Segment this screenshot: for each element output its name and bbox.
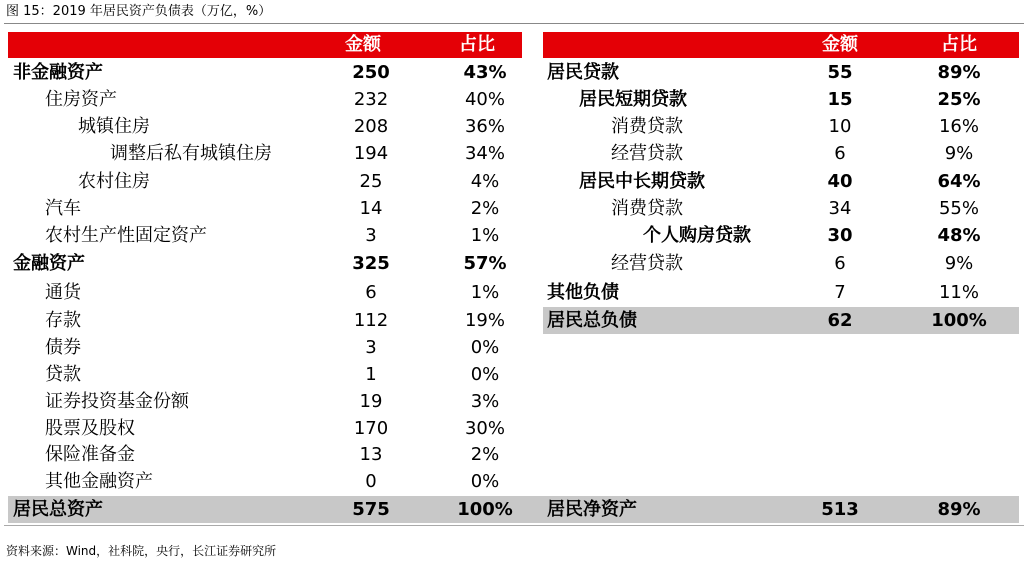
row-share: 64% bbox=[937, 171, 981, 192]
row-amount: 194 bbox=[353, 143, 389, 164]
table-row bbox=[8, 415, 522, 442]
row-share: 100% bbox=[931, 310, 987, 331]
row-label: 消费贷款 bbox=[611, 116, 683, 137]
table-row bbox=[8, 388, 522, 415]
row-label: 居民总资产 bbox=[13, 499, 103, 520]
table-row bbox=[543, 279, 1019, 306]
table-row bbox=[543, 195, 1019, 222]
row-share: 16% bbox=[938, 116, 979, 137]
row-label: 住房资产 bbox=[45, 89, 117, 110]
table-row bbox=[543, 86, 1019, 113]
table-row bbox=[8, 307, 522, 334]
row-share: 9% bbox=[944, 253, 974, 274]
row-share: 100% bbox=[457, 499, 513, 520]
row-amount: 10 bbox=[828, 116, 852, 137]
row-label: 经营贷款 bbox=[611, 253, 683, 274]
row-label: 贷款 bbox=[45, 364, 81, 385]
row-amount: 40 bbox=[827, 171, 853, 192]
row-label: 居民总负债 bbox=[547, 310, 637, 331]
right-header-amount: 金额 bbox=[822, 34, 858, 55]
net-assets-row bbox=[522, 496, 1019, 523]
row-amount: 19 bbox=[359, 391, 383, 412]
row-label: 农村住房 bbox=[78, 171, 150, 192]
row-share: 19% bbox=[464, 310, 505, 331]
right-header-share: 占比 bbox=[941, 34, 977, 55]
row-share: 57% bbox=[463, 253, 507, 274]
table-row bbox=[543, 140, 1019, 167]
row-amount: 14 bbox=[359, 198, 383, 219]
table-row bbox=[543, 222, 1019, 249]
table-row bbox=[543, 250, 1019, 277]
row-share: 40% bbox=[464, 89, 505, 110]
row-label: 居民贷款 bbox=[547, 62, 619, 83]
row-amount: 6 bbox=[365, 282, 377, 303]
table-row bbox=[8, 59, 522, 86]
source-note: 资料来源：Wind，社科院，央行，长江证券研究所 bbox=[6, 544, 277, 558]
row-label: 调整后私有城镇住房 bbox=[110, 143, 272, 164]
total-liabilities-row bbox=[543, 307, 1019, 334]
row-label: 居民净资产 bbox=[547, 499, 637, 520]
row-share: 4% bbox=[470, 171, 500, 192]
row-amount: 325 bbox=[352, 253, 390, 274]
row-amount: 30 bbox=[827, 225, 853, 246]
figure-title: 图 15：2019 年居民资产负债表（万亿，%） bbox=[6, 4, 272, 19]
row-amount: 34 bbox=[828, 198, 852, 219]
row-share: 3% bbox=[470, 391, 500, 412]
row-amount: 6 bbox=[834, 253, 846, 274]
table-row bbox=[8, 195, 522, 222]
title-divider bbox=[4, 23, 1024, 24]
table-row bbox=[8, 279, 522, 306]
row-amount: 250 bbox=[352, 62, 390, 83]
row-amount: 13 bbox=[359, 444, 383, 465]
row-share: 30% bbox=[464, 418, 505, 439]
row-share: 25% bbox=[937, 89, 981, 110]
row-share: 9% bbox=[944, 143, 974, 164]
row-label: 债券 bbox=[45, 337, 81, 358]
row-label: 经营贷款 bbox=[611, 143, 683, 164]
table-row bbox=[8, 168, 522, 195]
row-share: 1% bbox=[470, 225, 500, 246]
row-amount: 62 bbox=[827, 310, 853, 331]
table-row bbox=[8, 361, 522, 388]
row-label: 居民中长期贷款 bbox=[579, 171, 705, 192]
left-header-amount: 金额 bbox=[345, 34, 381, 55]
row-amount: 232 bbox=[353, 89, 389, 110]
row-share: 36% bbox=[464, 116, 505, 137]
row-amount: 25 bbox=[359, 171, 383, 192]
row-label: 非金融资产 bbox=[13, 62, 103, 83]
row-share: 11% bbox=[938, 282, 979, 303]
row-amount: 208 bbox=[353, 116, 389, 137]
row-label: 金融资产 bbox=[13, 253, 85, 274]
row-label: 居民短期贷款 bbox=[579, 89, 687, 110]
table-row bbox=[8, 222, 522, 249]
row-amount: 112 bbox=[353, 310, 389, 331]
table-row bbox=[8, 441, 522, 468]
row-amount: 3 bbox=[365, 337, 377, 358]
bottom-divider bbox=[4, 525, 1024, 526]
row-label: 农村生产性固定资产 bbox=[45, 225, 207, 246]
table-row bbox=[8, 334, 522, 361]
row-amount: 1 bbox=[365, 364, 377, 385]
row-label: 证券投资基金份额 bbox=[45, 391, 189, 412]
row-label: 消费贷款 bbox=[611, 198, 683, 219]
row-label: 其他金融资产 bbox=[45, 471, 153, 492]
row-share: 2% bbox=[470, 444, 500, 465]
table-row bbox=[543, 59, 1019, 86]
row-share: 89% bbox=[937, 499, 981, 520]
row-amount: 3 bbox=[365, 225, 377, 246]
row-share: 48% bbox=[937, 225, 981, 246]
row-amount: 170 bbox=[353, 418, 389, 439]
table-row bbox=[8, 113, 522, 140]
row-label: 保险准备金 bbox=[45, 444, 135, 465]
row-amount: 55 bbox=[827, 62, 853, 83]
row-amount: 7 bbox=[834, 282, 846, 303]
row-share: 0% bbox=[470, 337, 500, 358]
row-share: 34% bbox=[464, 143, 505, 164]
row-share: 1% bbox=[470, 282, 500, 303]
row-label: 城镇住房 bbox=[78, 116, 150, 137]
table-row bbox=[543, 113, 1019, 140]
row-label: 其他负债 bbox=[547, 282, 619, 303]
row-share: 43% bbox=[463, 62, 507, 83]
row-amount: 513 bbox=[821, 499, 859, 520]
row-amount: 15 bbox=[827, 89, 853, 110]
row-share: 2% bbox=[470, 198, 500, 219]
row-amount: 575 bbox=[352, 499, 390, 520]
row-share: 55% bbox=[938, 198, 979, 219]
left-header-share: 占比 bbox=[459, 34, 495, 55]
row-label: 个人购房贷款 bbox=[643, 225, 751, 246]
table-row bbox=[8, 140, 522, 167]
row-amount: 6 bbox=[834, 143, 846, 164]
row-label: 股票及股权 bbox=[45, 418, 135, 439]
row-share: 0% bbox=[470, 364, 500, 385]
row-label: 汽车 bbox=[45, 198, 81, 219]
total-assets-row bbox=[8, 496, 522, 523]
table-row bbox=[8, 86, 522, 113]
table-row bbox=[8, 468, 522, 495]
table-row bbox=[8, 250, 522, 277]
table-row bbox=[543, 168, 1019, 195]
row-share: 0% bbox=[470, 471, 500, 492]
row-label: 存款 bbox=[45, 310, 81, 331]
row-amount: 0 bbox=[365, 471, 377, 492]
row-label: 通货 bbox=[45, 282, 81, 303]
row-share: 89% bbox=[937, 62, 981, 83]
